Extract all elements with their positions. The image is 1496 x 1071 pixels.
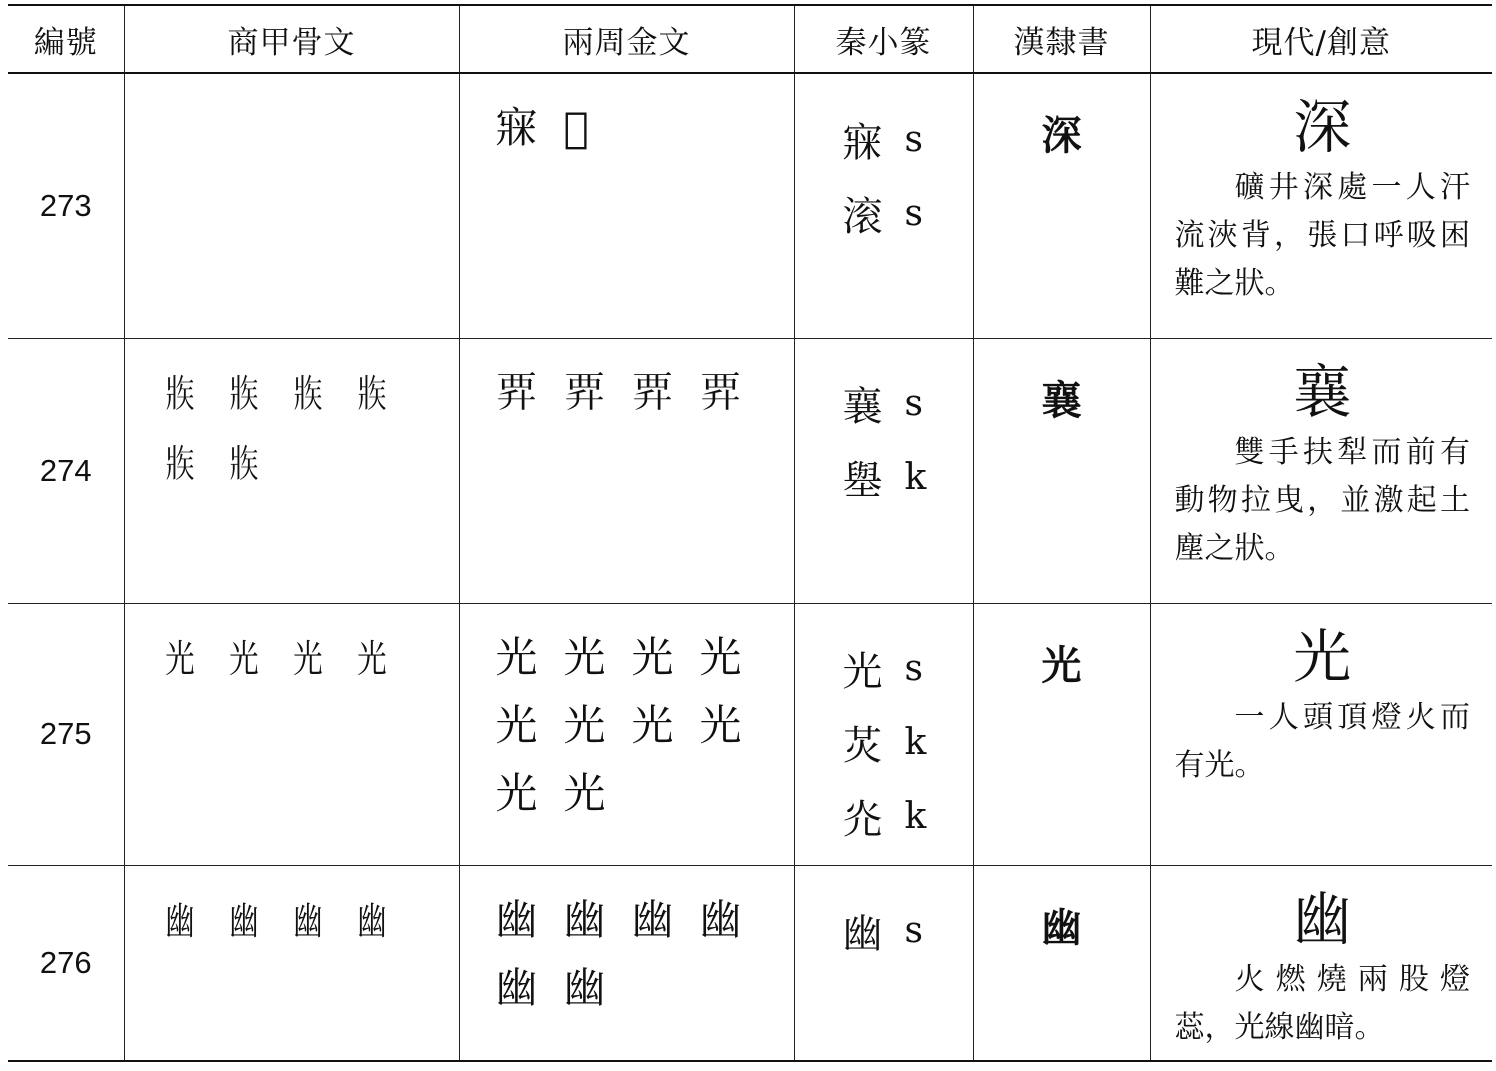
small-seal-cell [794,73,973,338]
oracle-bone-glyph: 𤕼 [164,371,195,416]
table-row [8,338,1492,603]
entry-number: 273 [39,187,92,223]
bronze-inscription-cell [459,865,794,1061]
small-seal-source-tag: k [904,457,927,498]
bronze-glyph: 幽 [699,894,742,944]
clerical-glyph: 深 [1041,113,1082,159]
small-seal-entry [843,706,973,780]
character-evolution-table [8,4,1492,1062]
header-modern: 現代/創意 [1150,5,1492,73]
oracle-bone-glyphs [125,339,459,505]
creative-explanation: 一人頭頂燈火而有光。 [1174,699,1470,783]
entry-number: 274 [39,452,92,488]
oracle-bone-glyph: 𤕼 [228,441,259,486]
bronze-inscription-cell [459,338,794,603]
small-seal-entry [843,894,973,968]
small-seal-entry [843,176,973,250]
small-seal-source-tag: s [904,192,923,234]
small-seal-list [795,74,973,250]
bronze-glyph: 幽 [631,894,674,944]
header-number: 編號 [8,5,124,73]
clerical-script-cell [973,865,1150,1061]
small-seal-glyph: 㝥 [842,119,883,166]
bronze-glyph: 𥨯 [563,103,589,152]
small-seal-glyph: 滚 [842,193,883,240]
header-row [8,5,1492,73]
oracle-bone-cell [124,603,459,865]
clerical-glyph: 幽 [1041,904,1082,951]
oracle-bone-glyph: 光 [164,636,195,681]
clerical-script-cell [973,73,1150,338]
table-row [8,865,1492,1061]
header-bronze: 兩周金文 [459,5,794,73]
creative-explanation: 火燃燒兩股燈蕊，光線幽暗。 [1174,961,1470,1045]
oracle-bone-glyph: 幽 [292,898,323,943]
bronze-glyph: 𧟨 [699,367,742,417]
small-seal-entry [843,780,973,854]
small-seal-source-tag: k [904,796,927,837]
small-seal-list [795,866,973,968]
bronze-glyph: 光 [495,768,538,818]
clerical-glyph: 襄 [1041,377,1082,424]
oracle-bone-glyphs [125,74,459,108]
bronze-glyph: 𧟨 [631,367,674,417]
small-seal-source-tag: s [904,383,923,424]
table-row [8,603,1492,865]
small-seal-source-tag: s [904,910,923,951]
small-seal-glyph: 幽 [842,911,883,957]
header-oracle-bone: 商甲骨文 [124,5,459,73]
bronze-glyph: 光 [563,768,606,818]
small-seal-entry [843,367,973,441]
bronze-glyph-grid [496,363,774,423]
small-seal-glyph: 襄 [842,384,883,430]
modern-character: 幽 [1293,884,1352,953]
entry-number-cell [8,73,124,338]
entry-number-cell [8,603,124,865]
small-seal-entry [843,632,973,706]
small-seal-source-tag: s [904,118,923,160]
bronze-glyph: 光 [631,632,674,682]
clerical-script-cell [973,338,1150,603]
bronze-glyph: 光 [495,700,538,750]
oracle-bone-glyph-grid [161,628,439,690]
oracle-bone-glyphs [125,604,459,700]
bronze-glyph: 𧟨 [495,367,538,417]
bronze-glyph: 𧟨 [563,367,606,417]
bronze-inscription-glyphs [460,74,794,168]
bronze-glyph-grid [496,890,774,1018]
modern-cell [1150,603,1492,865]
creative-explanation: 礦井深處一人汗流浹背，張口呼吸困難之狀。 [1174,170,1470,301]
oracle-bone-cell [124,73,459,338]
modern-character: 深 [1293,93,1352,161]
entry-number-cell [8,865,124,1061]
bronze-glyph: 幽 [563,894,606,944]
oracle-bone-glyph: 𤕼 [356,371,387,416]
oracle-bone-glyph-grid [161,890,439,952]
bronze-inscription-glyphs [460,604,794,834]
bronze-glyph: 光 [631,700,674,750]
bronze-glyph-grid [496,628,774,824]
oracle-bone-glyph: 𤕼 [292,371,323,416]
bronze-glyph: 㝥 [495,103,538,152]
small-seal-glyph: 炗 [842,723,883,769]
small-seal-list [795,339,973,515]
oracle-bone-cell [124,865,459,1061]
modern-character: 襄 [1293,357,1352,426]
bronze-glyph: 光 [563,700,606,750]
bronze-inscription-cell [459,73,794,338]
creative-explanation: 雙手扶犁而前有動物拉曳，並激起土塵之狀。 [1174,434,1470,566]
small-seal-entry [843,102,973,176]
oracle-bone-glyph: 𤕼 [164,441,195,486]
character-evolution-table-page [8,4,1492,1062]
bronze-glyph: 光 [699,700,742,750]
oracle-bone-glyph: 光 [228,636,259,681]
small-seal-source-tag: k [904,722,927,763]
entry-number-cell [8,338,124,603]
bronze-inscription-cell [459,603,794,865]
entry-number: 275 [39,716,92,751]
modern-cell [1150,338,1492,603]
oracle-bone-glyph: 光 [356,636,387,681]
small-seal-cell [794,338,973,603]
header-clerical: 漢隸書 [973,5,1150,73]
small-seal-list [795,604,973,854]
small-seal-glyph: 灮 [842,797,883,843]
clerical-script-cell [973,603,1150,865]
oracle-bone-glyph: 幽 [356,898,387,943]
small-seal-source-tag: s [904,648,923,689]
oracle-bone-glyph-grid [161,363,439,495]
bronze-glyph: 光 [699,632,742,682]
bronze-glyph: 光 [563,632,606,682]
entry-number: 276 [39,944,92,980]
table-row [8,73,1492,338]
clerical-glyph: 光 [1041,642,1082,689]
oracle-bone-glyph: 𤕼 [228,371,259,416]
bronze-inscription-glyphs [460,866,794,1028]
header-small-seal: 秦小篆 [794,5,973,73]
small-seal-cell [794,603,973,865]
oracle-bone-glyphs [125,866,459,962]
bronze-glyph: 幽 [495,894,538,944]
modern-character: 光 [1293,622,1352,691]
oracle-bone-glyph: 幽 [228,898,259,943]
small-seal-glyph: 光 [842,649,883,695]
modern-cell [1150,865,1492,1061]
oracle-bone-cell [124,338,459,603]
small-seal-entry [843,441,973,515]
modern-cell [1150,73,1492,338]
small-seal-glyph: 𡒊 [842,458,883,504]
bronze-glyph: 光 [495,632,538,682]
bronze-glyph: 幽 [495,962,538,1012]
bronze-glyph: 幽 [563,962,606,1012]
oracle-bone-glyph: 光 [292,636,323,681]
small-seal-cell [794,865,973,1061]
bronze-glyph-grid [496,98,774,158]
bronze-inscription-glyphs [460,339,794,433]
oracle-bone-glyph: 幽 [164,898,195,943]
